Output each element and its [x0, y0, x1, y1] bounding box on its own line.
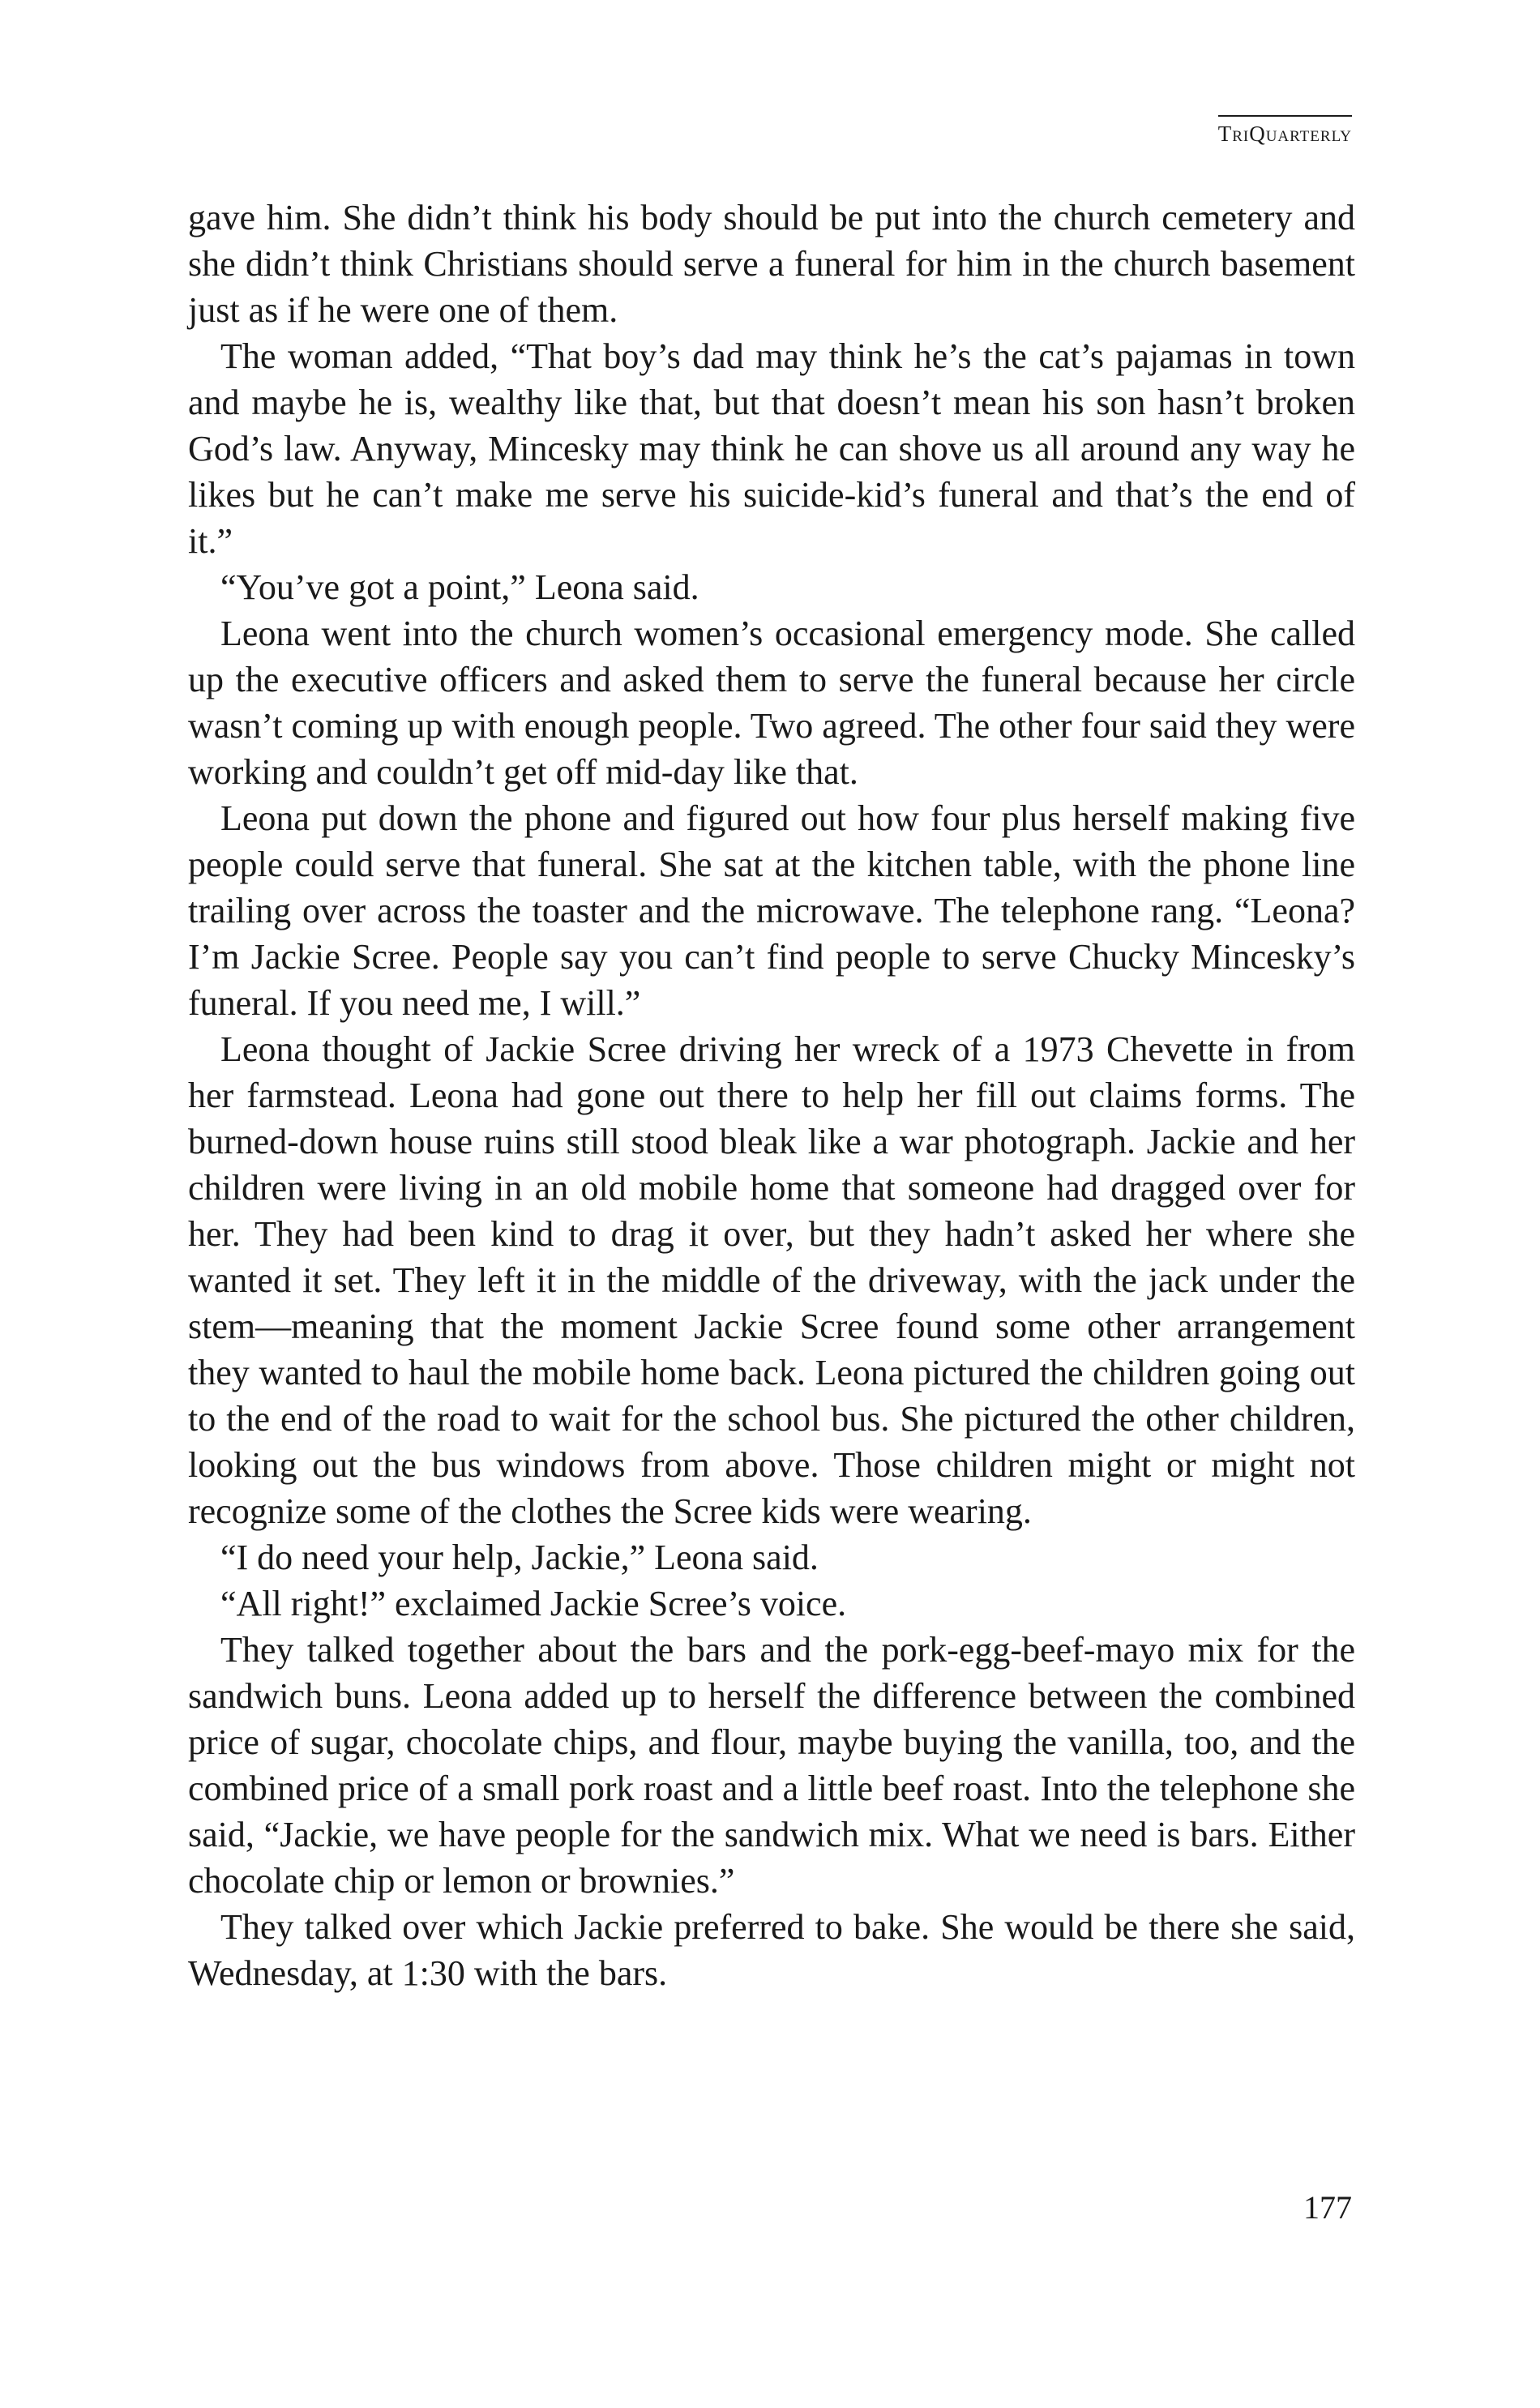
paragraph: They talked together about the bars and the pork-egg-beef-mayo mix for the sandwich buns. Leona added up to herself the difference between the combined price of sugar, chocolate chips, and flour, maybe buying the vanilla, too, and the combined price of a small pork roast and a little beef roast. Into the telephone she said, “Jackie, we have people for the sandwich mix. What we need is bars. Either chocolate chip or lemon or brownies.”: [188, 1630, 1355, 1901]
body-text: [188, 195, 1355, 1996]
paragraph: They talked over which Jackie preferred to bake. She would be there she said, Wednesday, at 1:30 with the bars.: [188, 1907, 1355, 1993]
running-head: TriQuarterly: [1218, 115, 1352, 147]
paragraph: “All right!” exclaimed Jackie Scree’s voice.: [220, 1584, 847, 1623]
page-number: 177: [1303, 2189, 1352, 2226]
paragraph: gave him. She didn’t think his body should be put into the church cemetery and she didn’t think Christians should serve a funeral for him in the church basement just as if he were one of them.: [188, 198, 1355, 330]
paragraph: The woman added, “That boy’s dad may think he’s the cat’s pajamas in town and maybe he is, wealthy like that, but that doesn’t mean his son hasn’t broken God’s law. Anyway, Mincesky may think he can shove us all around any way he likes but he can’t make me serve his suicide-kid’s funeral and that’s the end of it.”: [188, 336, 1355, 561]
paragraph: Leona went into the church women’s occasional emergency mode. She called up the executive officers and asked them to serve the funeral because her circle wasn’t coming up with enough people. Two agreed. The other four said they were working and couldn’t get off mid-day like that.: [188, 614, 1355, 792]
paragraph: Leona put down the phone and figured out how four plus herself making five people could serve that funeral. She sat at the kitchen table, with the phone line trailing over across the toaster and the microwave. The telephone rang. “Leona? I’m Jackie Scree. People say you can’t find people to serve Chucky Mincesky’s funeral. If you need me, I will.”: [188, 798, 1355, 1023]
paragraph: “You’ve got a point,” Leona said.: [220, 567, 699, 607]
paragraph: “I do need your help, Jackie,” Leona said.: [220, 1538, 819, 1577]
paragraph: Leona thought of Jackie Scree driving her wreck of a 1973 Chevette in from her farmstead. Leona had gone out there to help her fill out claims forms. The burned-down house ruins still stood bleak like a war photograph. Jackie and her children were living in an old mobile home that someone had dragged over for her. They had been kind to drag it over, but they hadn’t asked her where she wanted it set. They left it in the middle of the driveway, with the jack under the stem—meaning that the moment Jackie Scree found some other arrangement they wanted to haul the mobile home back. Leona pictured the children going out to the end of the road to wait for the school bus. She pictured the other children, looking out the bus windows from above. Those children might or might not recognize some of the clothes the Scree kids were wearing.: [188, 1029, 1355, 1531]
